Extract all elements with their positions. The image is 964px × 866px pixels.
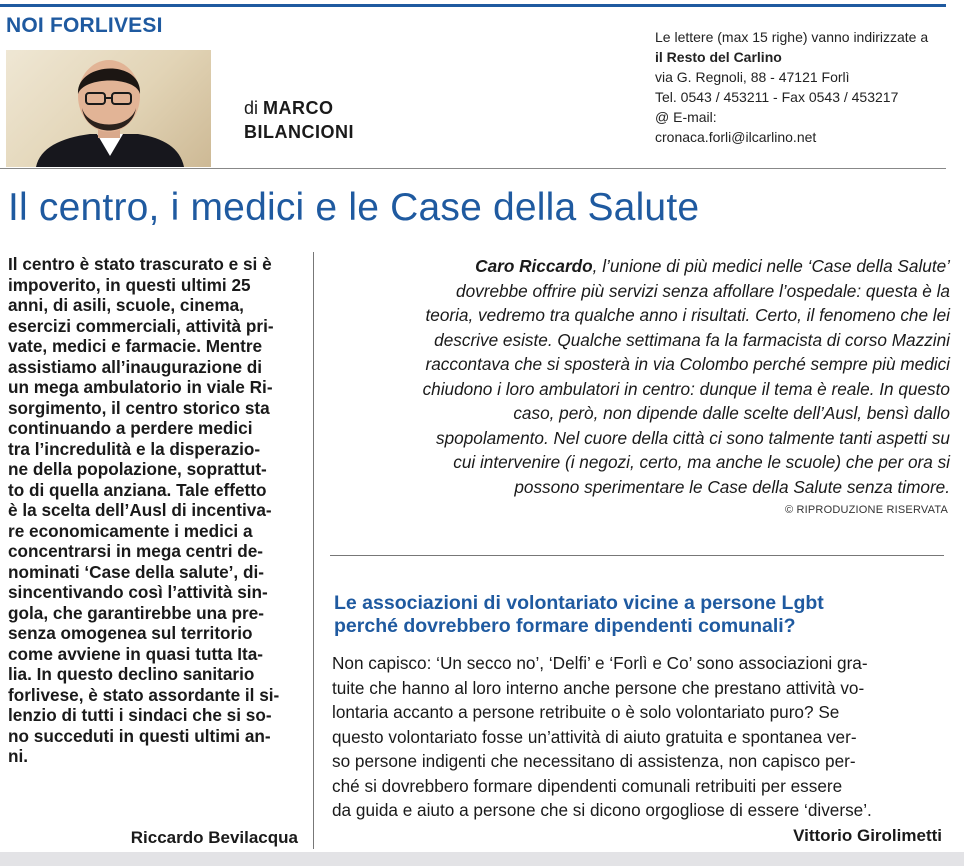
- letter-line: tra l’incredulità e la disperazio-: [8, 438, 261, 459]
- contact-info: [655, 27, 928, 147]
- letter-line: to di quella anziana. Tale effetto: [8, 479, 267, 500]
- second-letter-signature: Vittorio Girolimetti: [793, 826, 942, 845]
- letter-line: senza omogenea sul territorio: [8, 623, 253, 643]
- reply-line: teoria, vedremo tra qualche anno i risultati. Certo, il fenomeno che lei: [425, 305, 950, 325]
- top-accent-line: [0, 4, 946, 7]
- body-line: tuite che hanno al loro interno anche persone che prestano attività vo-: [332, 677, 865, 698]
- reply-line: possono sperimentare le Case della Salute senza timore.: [514, 476, 950, 497]
- letter-line: no succeduti in questi ultimi an-: [8, 725, 271, 746]
- letter-line: anni, di asili, scuole, cinema,: [8, 295, 244, 315]
- letter-signature: Riccardo Bevilacqua: [130, 828, 298, 847]
- reply-line: spopolamento. Nel cuore della città ci sono talmente tanti aspetti su: [435, 427, 950, 448]
- letter-line: lia. In questo declino sanitario: [8, 664, 255, 684]
- body-line: so persone indigenti che necessitano di assistenza, non capisco per-: [332, 751, 856, 771]
- page-headline: Il centro, i medici e le Case della Salute: [8, 186, 700, 229]
- column-divider: [313, 252, 314, 849]
- headline-line: Le associazioni di volontariato vicine a persone Lgbt: [334, 592, 824, 614]
- headline-line: perché dovrebbero formare dipendenti comunali?: [334, 615, 796, 637]
- reply-line: , l’unione di più medici nelle ‘Case della Salute’: [592, 256, 950, 276]
- byline: [244, 96, 354, 144]
- letter-line: impoverito, in questi ultimi 25: [8, 274, 251, 295]
- reply-line: chiudono i loro ambulatori in centro: dunque il tema è reale. In questo: [422, 378, 950, 399]
- copyright-notice: © RIPRODUZIONE RISERVATA: [784, 504, 948, 516]
- letter-line: assistiamo all’inaugurazione di: [8, 356, 263, 377]
- second-letter-headline: [334, 592, 934, 638]
- body-line: lontaria accanto a persone retribuite o è solo volontariato puro? Se: [332, 702, 840, 722]
- letter-line: un mega ambulatorio in viale Ri-: [8, 377, 273, 397]
- body-line: da guida e aiuto a persone che si dicono orgogliose di essere ‘diverse’.: [332, 800, 872, 820]
- contact-email-label: @ E-mail:: [655, 109, 717, 125]
- contact-email[interactable]: cronaca.forli@ilcarlino.net: [655, 129, 817, 145]
- body-line: ché si dovrebbero formare dipendenti comunali retribuiti per essere: [332, 775, 843, 796]
- letter-line: vate, medici e farmacie. Mentre: [8, 336, 263, 356]
- letter-line: ne della popolazione, soprattut-: [8, 459, 267, 479]
- body-line: questo volontariato fosse un’attività di aiuto gratuita e spontanea ver-: [332, 726, 857, 747]
- reply-line: descrive esiste. Qualche settimana fa la farmacista di corso Mazzini: [434, 329, 950, 350]
- second-letter-body: [332, 651, 948, 823]
- reply-intro: Caro Riccardo: [475, 256, 593, 276]
- section-divider: [330, 555, 944, 556]
- letter-line: come avviene in quasi tutta Ita-: [8, 643, 264, 664]
- footer-bar: [0, 852, 964, 866]
- byline-prefix: di: [244, 98, 259, 118]
- letter-line: ni.: [8, 746, 29, 766]
- contact-address: via G. Regnoli, 88 - 47121 Forlì: [655, 69, 850, 85]
- letter-line: nominati ‘Case della salute’, di-: [8, 561, 264, 582]
- author-first-name: MARCO: [263, 98, 334, 118]
- letter-line: re economicamente i medici a: [8, 520, 253, 541]
- author-last-name: BILANCIONI: [244, 122, 354, 142]
- contact-newspaper: il Resto del Carlino: [655, 49, 782, 65]
- letter-line: sorgimento, il centro storico sta: [8, 397, 270, 418]
- letter-line: continuando a perdere medici: [8, 418, 253, 438]
- author-photo: [6, 50, 211, 167]
- body-line: Non capisco: ‘Un secco no’, ‘Delfi’ e ‘Forlì e Co’ sono associazioni gra-: [332, 653, 868, 673]
- contact-line: Le lettere (max 15 righe) vanno indirizzate a: [655, 29, 929, 45]
- letter-line: forlivese, è stato assordante il si-: [8, 684, 280, 705]
- reply-line: raccontava che si sposterà in via Colombo perché sempre più medici: [425, 354, 950, 374]
- letter-line: concentrarsi in mega centri de-: [8, 541, 264, 561]
- letter-line: gola, che garantirebbe una pre-: [8, 602, 264, 623]
- letter-line: è la scelta dell’Ausl di incentiva-: [8, 500, 272, 520]
- letter-line: lenzio di tutti i sindaci che si so-: [8, 705, 272, 725]
- reader-letter: [8, 254, 300, 767]
- letter-line: esercizi commerciali, attività pri-: [8, 315, 274, 336]
- reply-line: cui intervenire (i negozi, certo, ma anche le scuole) che per ora si: [453, 452, 950, 472]
- editor-reply: [330, 254, 950, 499]
- reply-line: dovrebbe offrire più servizi senza affollare l’ospedale: questa è la: [456, 280, 950, 301]
- header-divider: [0, 168, 946, 169]
- section-title: NOI FORLIVESI: [6, 14, 163, 37]
- letter-line: Il centro è stato trascurato e si è: [8, 254, 272, 274]
- letter-line: sincentivando così l’attività sin-: [8, 582, 268, 602]
- contact-phone: Tel. 0543 / 453211 - Fax 0543 / 453217: [655, 89, 899, 105]
- reply-line: caso, però, non dipende dalle scelte dell’Ausl, bensì dallo: [513, 403, 950, 423]
